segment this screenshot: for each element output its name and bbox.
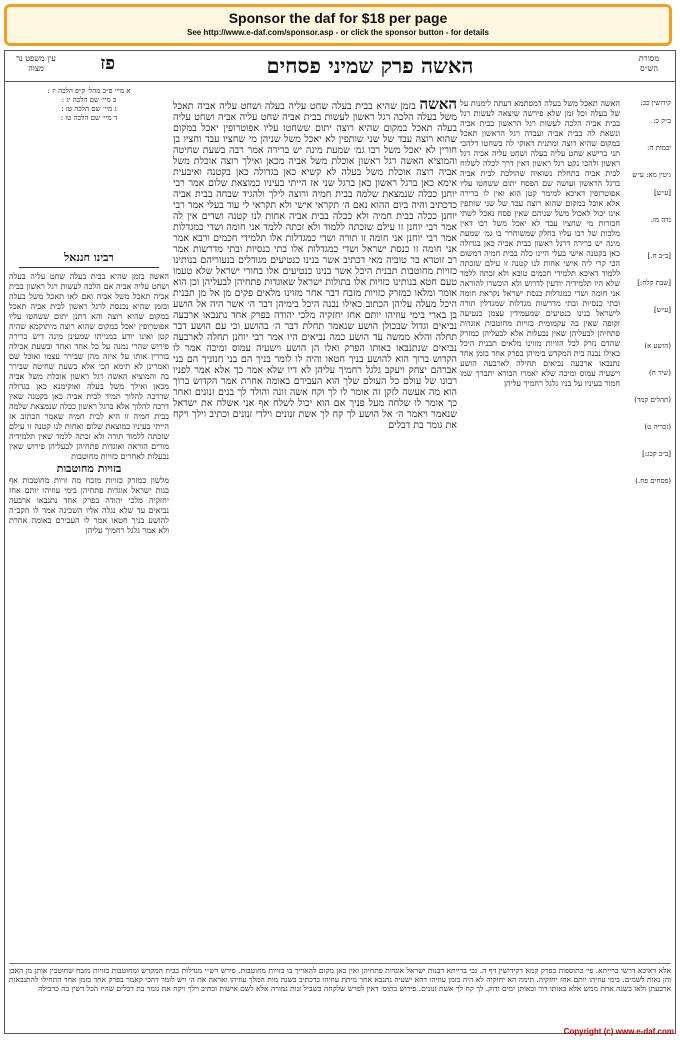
- side-note: ד מיי׳ שם הלכה טו :: [60, 114, 118, 122]
- masoret-hashas-label: מסורת הש״ס: [638, 54, 660, 73]
- side-note: [ב״ב ח.]: [647, 252, 671, 260]
- side-note: יבמות ה:: [646, 144, 671, 152]
- folio-number: פז: [100, 53, 115, 74]
- side-note: [ע״ש]: [653, 189, 671, 197]
- side-note: ב מיי׳ שם הלכה יג :: [61, 96, 117, 104]
- side-note: [שבת קלח:]: [637, 279, 671, 287]
- rashi-commentary: [460, 99, 620, 959]
- sponsor-banner[interactable]: [4, 4, 672, 46]
- side-note: נדה מז.: [650, 216, 671, 224]
- commentary-subheading: בזויות מחוטבות: [56, 462, 122, 475]
- side-note: א מיי׳ פ״ב מהל׳ ק״פ הלכה יז :: [47, 87, 131, 95]
- side-note: (פסחים פח.): [635, 477, 671, 485]
- side-note: [ב״ב קכג:]: [642, 450, 671, 458]
- ein-mishpat-column: [9, 87, 169, 247]
- side-note: (זכריה ט): [644, 423, 671, 431]
- opening-word: האשה: [419, 99, 457, 113]
- side-note: קידושין כב:: [640, 99, 671, 107]
- page-header: [5, 51, 675, 82]
- rashi-text: האשה תאכל משל בעלה דמסתמא דעתה לימנות על של בעלה וכל זמן שלא פירשה שיצאה לעשות רגל בבית אביה הלכה לעשות רגל הראשון בבית אביה ונשאת לה בבית אביה ועבדה רגל הראשון תאכל במקום שהיא רוצה ומתנית דאוקי לה בשחטו דלהכי תני ברישא שחט עליה בעלה ושחט עליה אביה רגל ראשון ולהכי נקט רגל ראשון דאין דרך לכלה לשלוח לבית אביה בתחלת נשואיה שהולכת לבית אביה ברגל הראשון ועושה שם הפסח יתום ששחטו עליו אפוטרופין דאיכא למימר קטן הוא ואין לו ברירה אלא אוכל במקום שהוא רוצה עבד של שני שותפין אינו יכול לאכול משל שניהם שאין פסח נאכל לשתי חבורות מי שחציו עבד לא יאכל משל רבו דאין מלכות של רבו עליו בחלק שמשוחרר בו גמ׳ שמעת מינה יש ברירה דרגל ראשון בבית אביה כאן בגדולה כאן בקטנה אישי בעלי היינו כלה בבית חמיה דמשום הכי קרי ליה אישי אחות לנו קטנה זו עילם שזכתה ללמוד דאיכא תלמידי חכמים טובא ולא זכתה ללמד שלא היו תלמידיה יודעין לדרוש ולא הוכשרו להוראה אני חומה ושדי כמגדלות כנסת ישראל נקראת חומה ובתי כנסיות ובתי מדרשות מגדלות שמגדלין תורה לישראל בנינו כנטיעים שמעמידין עצמן כנטיעה זקופה שאין בה עקמומית כזויות מחוטבות אוגדות פתחיהן לבעליהן שאין נבעלות אלא לבעליהן כמזרק שהדם נזרק לכל הזויות מזוינו מלאים תבנית היכל כאילו נבנה בית המקדש בימיהן בפרק אחד בזמן אחד נתנבאו ארבעה נביאים תחילה לארבעה הושע וישעיה עמוס ומיכה שלא יאמרו הבורא יתברך שמו חמור בעיניו על בניו גלגל רחמיך עליהן: [460, 99, 620, 388]
- gemara-body: בזמן שהיא בבית בעלה שחט עליה בעלה ושחט עליה אביה תאכל משל בעלה הלכה רגל ראשון לעשות בבית אביה שחט עליה אביה ושחט עליה בעלה תאכל במקום שהיא רוצה יתום ששחטו עליו אפוטרופין יאכל במקום שהוא רוצה עבד של שני שותפין לא יאכל משל שניהן מי שחציו עבד וחציו בן חורין לא יאכל משל רבו גמ׳ שמעת מינה יש ברירה אמר רבה בשעת שחיטה והמוציא האשה רגל ראשון אוכלת משל אביה מכאן ואילך רוצה אוכלת משל אביה רוצה אוכלת משל בעלה לא קשיא כאן בגדולה כאן בקטנה ואיבעית אימא כאן ברגל ראשון כאן ברגל שני אז הייתי בעיניו כמוצאת שלום אמר רבי יוחנן ככלה שנמצאת שלמה בבית חמיה ורוצה לילך ולהגיד שבחה בבית אביה כדכתיב והיה ביום ההוא נאם ה׳ תקראי אישי ולא תקראי לי עוד בעלי אמר רבי יוחנן ככלה בבית חמיה ולא ככלה בבית אביה אחות לנו קטנה ושדים אין לה אמר רבי יוחנן זו עילם שזכתה ללמוד ולא זכתה ללמד אני חומה ושדי כמגדלות אמר רבי יוחנן אני חומה זו תורה ושדי כמגדלות אלו תלמידי חכמים ורבא אמר אני חומה זו כנסת ישראל ושדי כמגדלות אלו בתי כנסיות ובתי מדרשות אמר רב זוטרא בר טוביה מאי דכתיב אשר בנינו כנטיעים מגודלים בנעוריהם בנותינו כזויות מחוטבות תבנית היכל אשר בנינו כנטיעים אלו בחורי ישראל שלא טעמו טעם חטא בנותינו כזויות אלו בתולות ישראל שאוגדות פתחיהן לבעליהן וכן הוא אומר ומלאו כמזרק כזויות מזבח דבר אחר מזוינו מלאים פקים מן אל מן תבנית היכל מעלה עליהן הכתוב כאילו נבנה היכל בימיהן דבר ה׳ אשר היה אל הושע בן בארי בימי עוזיהו יותם אחז יחזקיה מלכי יהודה בפרק אחד נתנבאו ארבעה נביאים וגדול שבכולן הושע שנאמר תחלת דבר ה׳ בהושע וכי עם הושע דבר תחלה והלא ממשה עד הושע כמה נביאים היו אמר רבי יוחנן תחלה לארבעה נביאים שנתנבאו באותו הפרק ואלו הן הושע וישעיה עמוס ומיכה אמר לו הקדוש ברוך הוא להושע בניך חטאו והיה לו לומר בניך הם בני חנוניך הם בני אברהם יצחק ויעקב גלגל רחמיך עליהן לא דיו שלא אמר כך אלא אמר לפניו רבונו של עולם כל העולם שלך הוא העבירם באומה אחרת אמר הקדוש ברוך הוא מה אעשה לזקן זה אומר לו לך וקח אשה זונה והולד לך בנים זנונים ואחר כך אומר לו שלחה מעל פניך אם הוא יכול לשלח אף אני אשלח את ישראל שנאמר ויאמר ה׳ אל הושע לך קח לך אשת זנונים וילדי זנונים וכתיב וילך ויקח את גומר בת דבלים: [173, 101, 457, 431]
- side-note: גיטין מא: ע״ש: [632, 171, 671, 179]
- side-note: ג מיי׳ שם הלכה טז :: [61, 105, 117, 113]
- talmud-page: [4, 50, 676, 1034]
- side-note: (שיר ח): [648, 369, 671, 377]
- masoret-hashas-column: [623, 99, 671, 959]
- sponsor-subtitle[interactable]: See http://www.e-daf.com/sponsor.asp - or click the sponsor button - for details: [187, 28, 489, 37]
- bottom-text: אלא דאיכא דרשי ברייתא. פי׳ בתוספות בפרק קמא דקידושין דף ה. גבי ברייתא דבנות ישראל אוגדות פתחיהן ואין כאן מקום להאריך בו בזויות מחוטבות. פירש רש״י מגדלות כבית המקדש ומחוטבות כזויות מזבח שחוטבין אותן מן האבן והן נאות לשמים. בימי עוזיהו יותם אחז יחזקיה. תימה הא יחזקיה לא היה בזמן עוזיהו דהא ישעיה נתנבא אחר מיתת עוזיהו כדכתיב בשנת מות המלך עוזיהו ואראה את ה׳ ויש לומר דהכי קאמר בפרק אחד בזמן אחד התחילו להתנבאות ארבעתן ולאו בשנה אחת ממש אלא באותו דור ובאותן ימים ודוק. לך קח לך אשת זנונים. פירוש בתוס׳ דאין לפרש שלקחה בשביל זנות גמורה אלא לשם אישות וכתיב וילך ויקח את גומר בת דבלים שהיו הכל דשין בה כדבילה: [9, 966, 671, 993]
- gemara-text: [173, 99, 457, 959]
- side-note: (תהלים קמד): [634, 396, 671, 404]
- bottom-commentary: [9, 963, 671, 1028]
- commentary-subtext: מלשון כמזרק כזויות מזבח מה זויות מחוטבות אף בנות ישראל אוגדות פתחיהן בימי עוזיהו יותם אחז יחזקיה מלכי יהודה בפרק אחד נתנבאו ארבעה נביאים עד שלא נגלה אליו השכינה אמר לו הקב״ה להושע בניך חטאו אמר לו העבירם באומה אחרת ולא אמר גלגל רחמיך עליהן: [9, 476, 169, 535]
- rabbeinu-chananel-commentary: [9, 251, 169, 959]
- side-note: ב״ק כ:: [653, 117, 671, 125]
- page-heading: האשה פרק שמיני פסחים: [266, 53, 474, 78]
- commentary-text: האשה בזמן שהיא בבית בעלה שחט עליה בעלה ושחט עליה אביה אם הלכה לעשות רגל ראשון בבית אביה תאכל משל אביה ואם לאו תאכל משל בעלה ובזמן שהיא נכנסת לרגל ראשון לבית אביה תאכל במקום שהיא רוצה והא דתנן יתום ששחטו עליו אפוטרופין יאכל במקום שהוא רוצה מיתוקמא שהיה קטן ואינו יודע במנייתו שמעינן מינה דיש ברירה פירוש שהרי נמנה על כל אחד ואחד ובשעת אכילה בוררין אותו על איזה מהן שבירר עצמו ואוכל שם ואמרינן לא תימא הכי אלא בשעת שחיטה שבירר בה והמוציא האשה רגל ראשון אוכלת משל אביה מכאן ואילך משל בעלה ואוקימנא כאן בגדולה שדרכה להלוך תמיד לבית אביה כאן בקטנה שאין דרכה להלוך אלא ברגל ראשון ככלה שנמצאת שלמה בבית חמיה זו היא לבית חמיה שאמר הכתוב אז הייתי בעיניו כמוצאת שלום ואחות לנו קטנה זו עילם שזכתה ללמוד תורה ולא זכתה ללמד שאין תלמידיה מורים הוראה ואוגדות פתחיהן לבעליהן פירוש שאין נבעלות לאחרים כזויות מחוטבות: [9, 272, 169, 461]
- side-note: [ע״ש]: [653, 306, 671, 314]
- ein-mishpat-label: עין משפט נר מצוה: [16, 54, 56, 73]
- commentary-title: רבינו חננאל: [64, 251, 114, 264]
- divider: [19, 267, 159, 268]
- copyright-notice[interactable]: Copyright (c) www.e-daf.com: [563, 1027, 674, 1036]
- sponsor-title[interactable]: Sponsor the daf for $18 per page: [228, 10, 448, 26]
- side-note: (הושע א): [644, 342, 671, 350]
